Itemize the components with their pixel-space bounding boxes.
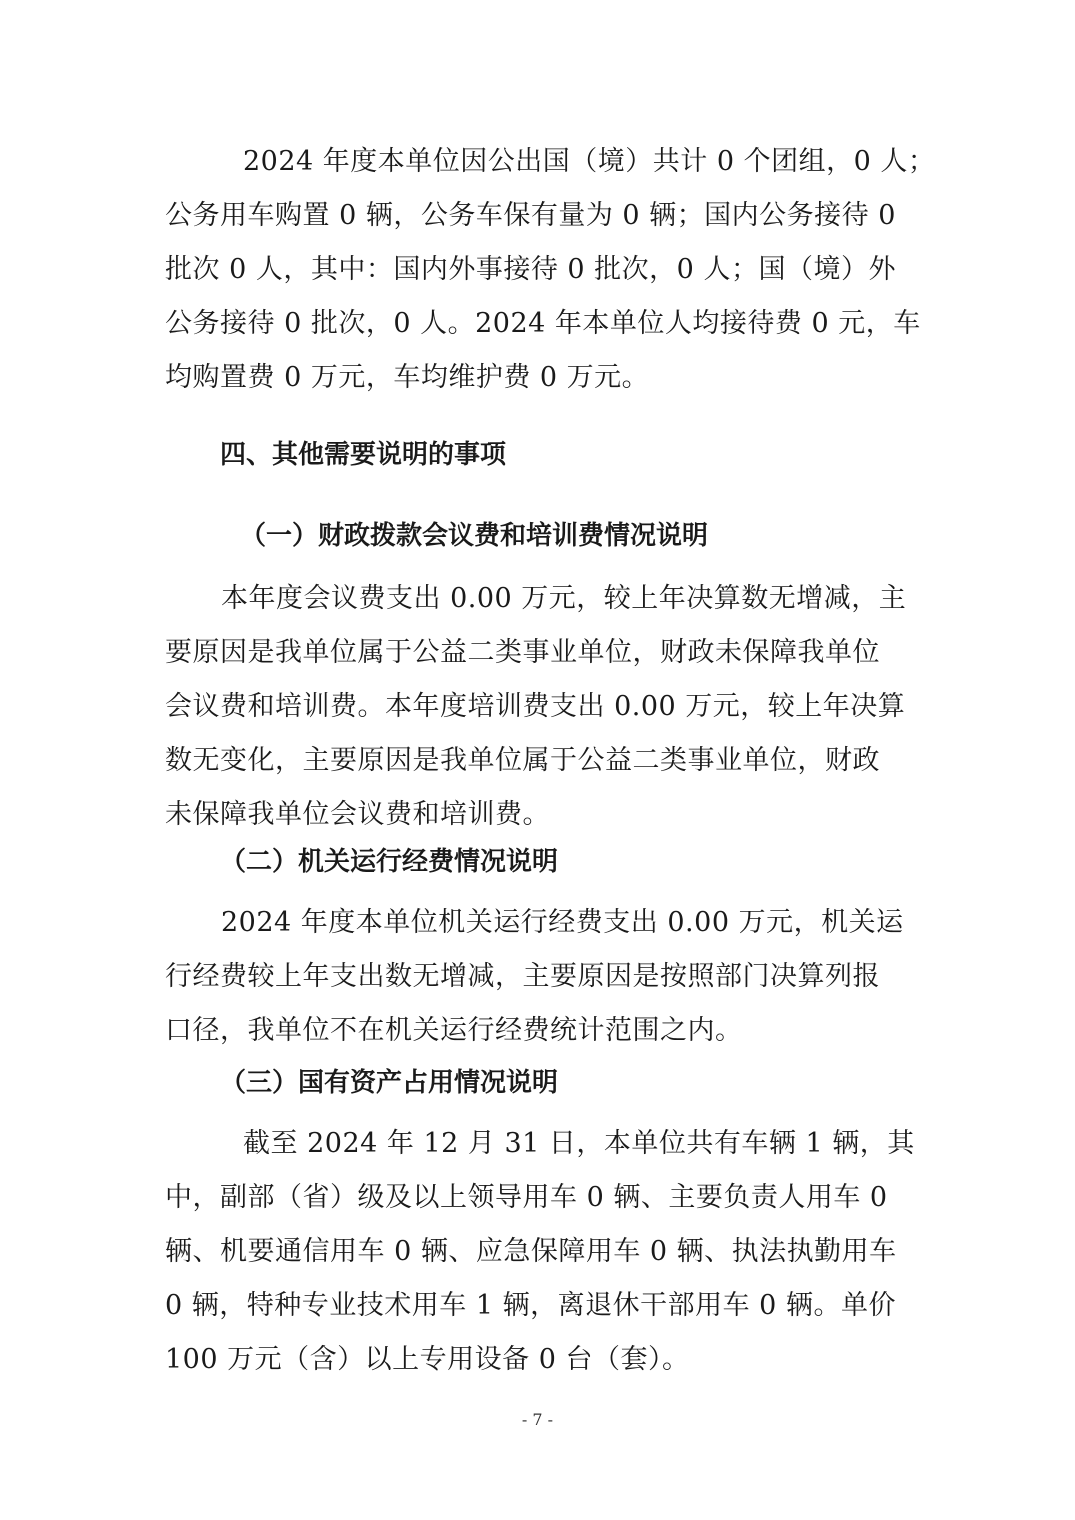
paragraph-line: 2024 年度本单位机关运行经费支出 0.00 万元，机关运 (221, 907, 904, 938)
paragraph-line: 公务接待 0 批次，0 人。2024 年本单位人均接待费 0 元，车 (165, 308, 921, 339)
subsection-heading-operating-expenses: （二）机关运行经费情况说明 (220, 847, 559, 877)
subsection-heading-state-assets: （三）国有资产占用情况说明 (220, 1068, 559, 1098)
paragraph-line: 2024 年度本单位因公出国（境）共计 0 个团组，0 人； (243, 146, 936, 177)
paragraph-line: 公务用车购置 0 辆，公务车保有量为 0 辆；国内公务接待 0 (165, 200, 896, 231)
paragraph-line: 要原因是我单位属于公益二类事业单位，财政未保障我单位 (165, 637, 880, 668)
paragraph-state-assets (165, 1117, 915, 1387)
section-heading-other-matters: 四、其他需要说明的事项 (220, 440, 507, 470)
paragraph-line: 未保障我单位会议费和培训费。 (165, 799, 550, 830)
paragraph-meeting-training (165, 572, 915, 842)
paragraph-operating-expenses (165, 896, 915, 1058)
paragraph-line: 数无变化，主要原因是我单位属于公益二类事业单位，财政 (165, 745, 880, 776)
paragraph-line: 100 万元（含）以上专用设备 0 台（套）。 (165, 1344, 690, 1375)
paragraph-line: 辆、机要通信用车 0 辆、应急保障用车 0 辆、执法执勤用车 (165, 1236, 897, 1267)
paragraph-line: 口径，我单位不在机关运行经费统计范围之内。 (165, 1015, 743, 1046)
page-number: - 7 - (521, 1410, 554, 1429)
paragraph-line: 行经费较上年支出数无增减，主要原因是按照部门决算列报 (165, 961, 880, 992)
subsection-heading-meeting-training: （一）财政拨款会议费和培训费情况说明 (240, 521, 709, 551)
paragraph-line: 会议费和培训费。本年度培训费支出 0.00 万元，较上年决算 (165, 691, 906, 722)
paragraph-line: 0 辆，特种专业技术用车 1 辆，离退休干部用车 0 辆。单价 (165, 1290, 896, 1321)
paragraph-overseas-vehicles-reception (165, 135, 936, 405)
paragraph-line: 批次 0 人，其中：国内外事接待 0 批次，0 人；国（境）外 (165, 254, 896, 285)
paragraph-line: 本年度会议费支出 0.00 万元，较上年决算数无增减，主 (221, 583, 907, 614)
paragraph-line: 截至 2024 年 12 月 31 日，本单位共有车辆 1 辆，其 (243, 1128, 915, 1159)
paragraph-line: 中，副部（省）级及以上领导用车 0 辆、主要负责人用车 0 (165, 1182, 888, 1213)
paragraph-line: 均购置费 0 万元，车均维护费 0 万元。 (165, 362, 650, 393)
